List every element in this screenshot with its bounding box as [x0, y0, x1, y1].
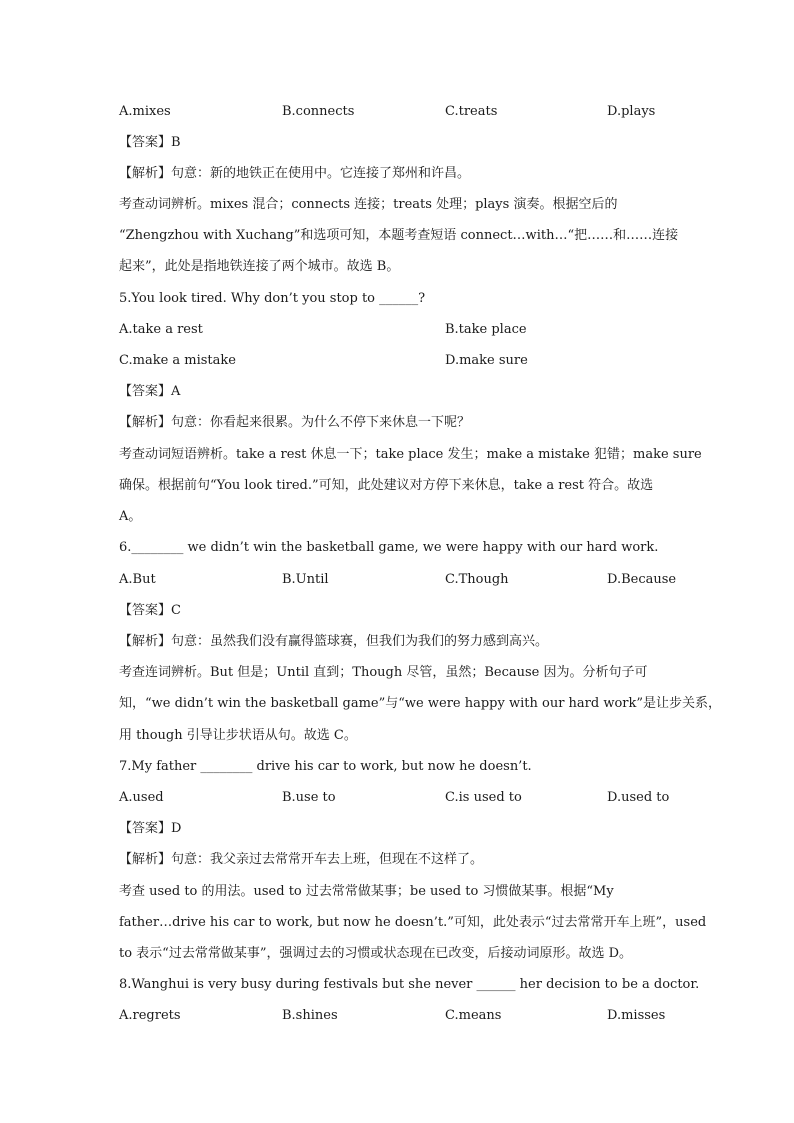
q6-answer: 【答案】C	[119, 603, 181, 618]
q6-explain-line: 【解析】句意：虽然我们没有赢得篮球赛，但我们为我们的努力感到高兴。	[119, 634, 549, 649]
q4-explain-line: 起来”，此处是指地铁连接了两个城市。故选 B。	[119, 259, 400, 274]
q8-stem: 8.Wanghui is very busy during festivals but she never ______ her decision to be a doctor.	[119, 977, 700, 992]
q7-explain-line: to 表示“过去常常做某事”，强调过去的习惯或状态现在已改变，后接动词原形。故选 D。	[119, 946, 633, 961]
q6-option-d[interactable]: D.Because	[607, 572, 677, 587]
q7-option-c[interactable]: C.is used to	[445, 790, 522, 805]
q5-answer: 【答案】A	[119, 384, 181, 399]
q4-option-a[interactable]: A.mixes	[119, 104, 171, 119]
q5-explain-line: A。	[119, 509, 142, 524]
q7-option-d[interactable]: D.used to	[607, 790, 670, 805]
q5-option-d[interactable]: D.make sure	[445, 353, 528, 368]
q6-explain-line: 用 though 引导让步状语从句。故选 C。	[119, 728, 357, 743]
q4-explain-line: 【解析】句意：新的地铁正在使用中。它连接了郑州和许昌。	[119, 166, 471, 181]
q6-explain-line: 考查连词辨析。But 但是；Until 直到；Though 尽管，虽然；Because 因为。分析句子可	[119, 665, 648, 680]
q7-stem: 7.My father ________ drive his car to work, but now he doesn’t.	[119, 759, 532, 774]
q5-explain-line: 确保。根据前句“You look tired.”可知，此处建议对方停下来休息，take a rest 符合。故选	[119, 478, 654, 493]
q5-option-a[interactable]: A.take a rest	[119, 322, 203, 337]
q8-option-a[interactable]: A.regrets	[119, 1008, 181, 1023]
q4-option-c[interactable]: C.treats	[445, 104, 498, 119]
q7-explain-line: father…drive his car to work, but now he doesn’t.”可知，此处表示“过去常常开车上班”，used	[119, 915, 707, 930]
q4-explain-line: 考查动词辨析。mixes 混合；connects 连接；treats 处理；plays 演奏。根据空后的	[119, 197, 618, 212]
q4-explain-line: “Zhengzhou with Xuchang”和选项可知，本题考查短语 connect…with…“把……和……连接	[119, 228, 679, 243]
q5-explain-line: 【解析】句意：你看起来很累。为什么不停下来休息一下呢？	[119, 415, 471, 430]
q7-option-b[interactable]: B.use to	[282, 790, 336, 805]
q7-answer: 【答案】D	[119, 821, 182, 836]
q4-option-b[interactable]: B.connects	[282, 104, 355, 119]
q7-explain-line: 【解析】句意：我父亲过去常常开车去上班，但现在不这样了。	[119, 852, 484, 867]
q6-option-c[interactable]: C.Though	[445, 572, 509, 587]
q8-option-b[interactable]: B.shines	[282, 1008, 338, 1023]
q8-option-c[interactable]: C.means	[445, 1008, 502, 1023]
q8-option-d[interactable]: D.misses	[607, 1008, 666, 1023]
q5-explain-line: 考查动词短语辨析。take a rest 休息一下；take place 发生；make a mistake 犯错；make sure	[119, 447, 702, 462]
q6-option-b[interactable]: B.Until	[282, 572, 329, 587]
q5-option-b[interactable]: B.take place	[445, 322, 527, 337]
q6-stem: 6.________ we didn’t win the basketball game, we were happy with our hard work.	[119, 540, 659, 555]
q5-stem: 5.You look tired. Why don’t you stop to ______?	[119, 291, 426, 306]
q6-explain-line: 知，“we didn’t win the basketball game”与“we were happy with our hard work”是让步关系，	[119, 696, 722, 711]
q7-option-a[interactable]: A.used	[119, 790, 164, 805]
q7-explain-line: 考查 used to 的用法。used to 过去常常做某事；be used to 习惯做某事。根据“My	[119, 884, 614, 899]
q4-option-d[interactable]: D.plays	[607, 104, 656, 119]
q6-option-a[interactable]: A.But	[119, 572, 156, 587]
q5-option-c[interactable]: C.make a mistake	[119, 353, 236, 368]
q4-answer: 【答案】B	[119, 135, 181, 150]
